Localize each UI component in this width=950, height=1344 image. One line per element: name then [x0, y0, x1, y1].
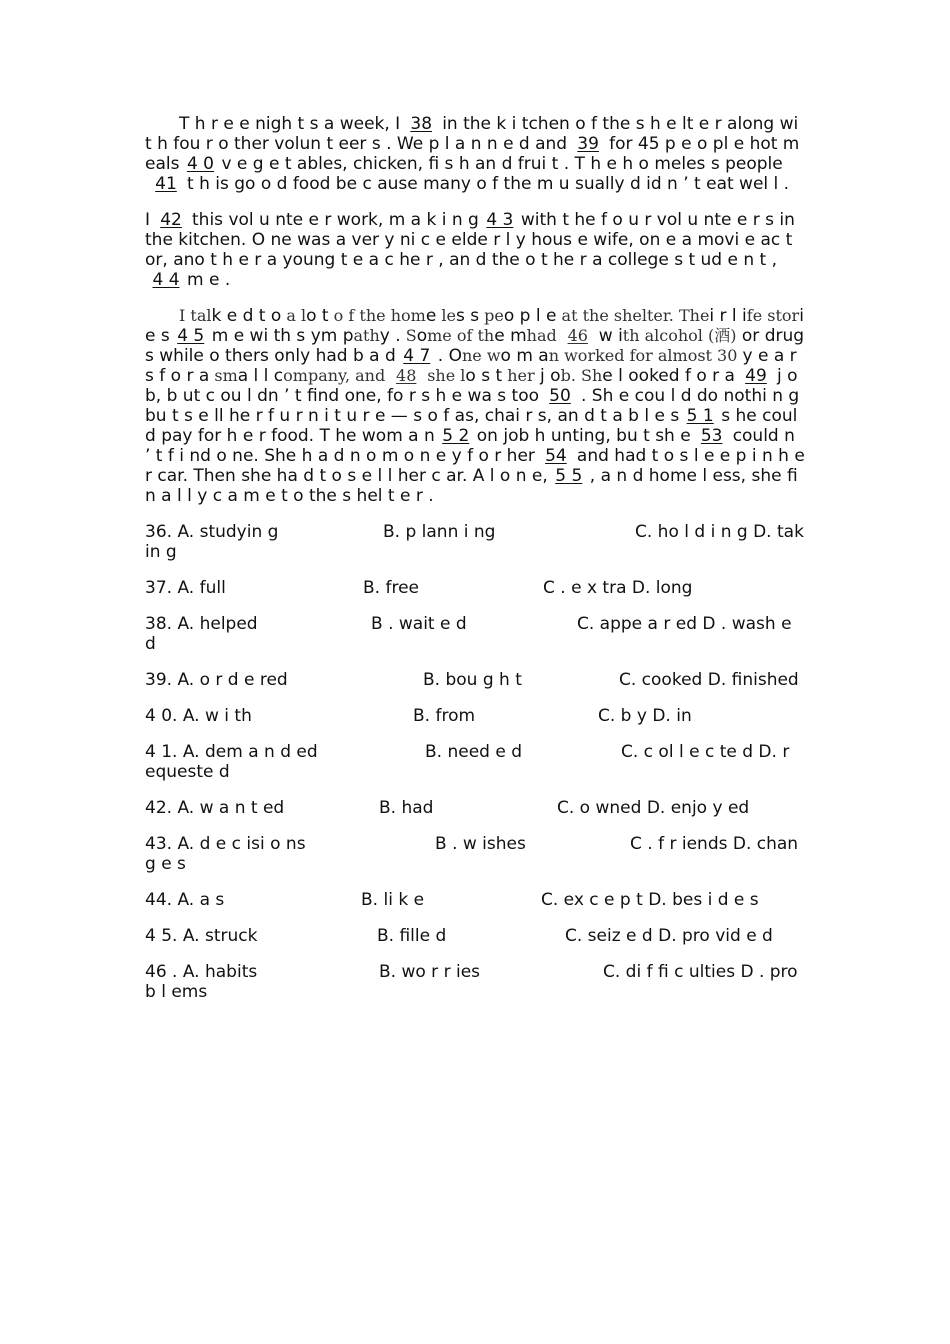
passage-paragraph-2 — [145, 210, 805, 290]
passage-text: fe stor — [746, 306, 800, 325]
passage-text: S — [400, 326, 417, 345]
passage-text: e — [425, 306, 437, 326]
option-b: B. p lann i ng — [383, 522, 496, 542]
blank-38: 38 — [410, 114, 433, 134]
option-a-text: w a n t ed — [199, 798, 285, 818]
blank-54: 54 — [545, 446, 567, 466]
passage-text: could n ’ t f i nd o ne. She h a d n o m o n e y f o r her — [145, 426, 795, 466]
question-number: 37. A. — [145, 578, 195, 598]
passage-text: o p l e — [503, 306, 557, 326]
question-item — [145, 962, 805, 1002]
passage-text: i r l i — [709, 306, 747, 326]
option-a — [145, 962, 379, 982]
passage-text: o m a — [500, 346, 549, 366]
option-d: D. enjo y ed — [646, 798, 750, 818]
question-item — [145, 798, 805, 818]
blank-46: 46 — [567, 326, 588, 345]
passage-text: s he coul d pay for h e r food. T he wom a n — [145, 406, 798, 446]
option-c: C. di f fi c ulties — [603, 962, 736, 982]
option-d: D. r equeste d — [145, 742, 790, 782]
option-b: B. need e d — [425, 742, 523, 762]
option-a-text: o r d e red — [199, 670, 288, 690]
passage-text: m e wi th s ym p — [211, 326, 354, 346]
option-c: C. seiz e d — [565, 926, 653, 946]
passage-text: at the shelter. The — [556, 306, 710, 325]
passage-text: sm — [209, 366, 238, 385]
option-c: C. ex c e p t — [541, 890, 643, 910]
question-number: 39. A. — [145, 670, 195, 690]
option-d: D . pro b l ems — [145, 962, 798, 1002]
passage-text: e m — [494, 326, 527, 346]
option-c: C. o wned — [557, 798, 642, 818]
passage-text: th alcohol (酒) — [622, 326, 737, 345]
passage-text: b. Sh — [560, 366, 603, 385]
option-a — [145, 522, 383, 542]
option-b: B. free — [363, 578, 419, 598]
option-c: C . e x tra — [543, 578, 627, 598]
passage-text: with t he f o u r vol u nte e r s in the kitchen. O ne was a ver y ni c e elde r l y hous e wife, on e a movi e ac t or, ano t h e r a young t e a c he r , an d the o t he r a college s t ud e n t , — [145, 210, 795, 270]
blank-48: 48 — [396, 366, 417, 385]
blank-45: 4 5 — [177, 326, 205, 346]
option-a — [145, 614, 371, 634]
question-number: 36. A. — [145, 522, 195, 542]
passage-text: t h is go o d food be c ause many o f the m u sually d id n ’ t eat wel l . — [187, 174, 790, 194]
passage-text: in the k i tchen o f the s h e lt e r along wi t h fou r o ther volun t eer s . We p l a n n e d and — [145, 114, 799, 154]
option-b: B. bou g h t — [423, 670, 522, 690]
question-list — [145, 522, 805, 1002]
blank-50: 50 — [549, 386, 571, 406]
option-b: B. li k e — [361, 890, 425, 910]
question-number: 43. A. — [145, 834, 195, 854]
question-number: 4 1. A. — [145, 742, 200, 762]
option-a-text: full — [199, 578, 226, 598]
blank-44: 4 4 — [152, 270, 180, 290]
passage-text: o — [416, 326, 428, 346]
blank-51: 5 1 — [686, 406, 714, 426]
passage-text: j ob, b ut c ou l dn ’ t find one, fo r s h e wa s too — [145, 366, 798, 406]
passage-text: me of th — [427, 326, 495, 345]
question-item — [145, 926, 805, 946]
passage-text: j o — [534, 366, 561, 386]
blank-41: 41 — [155, 174, 177, 194]
option-b: B. from — [413, 706, 476, 726]
option-a-text: w i th — [204, 706, 252, 726]
option-d: D . wash e d — [145, 614, 792, 654]
option-c: C. ho l d i n g — [635, 522, 748, 542]
passage-text: for 45 p e o pl e hot meals — [145, 134, 800, 174]
passage-paragraph-1 — [145, 114, 805, 194]
passage-text: . O — [437, 346, 462, 366]
passage-text: on job h unting, bu t sh e — [476, 426, 691, 446]
blank-49: 49 — [745, 366, 767, 386]
passage-text: . Sh e cou l d do nothi n g bu t s e ll he r f u r n i t u r e — s o f as, chai r s, an d t a b l e s — [145, 386, 800, 426]
passage-text: y . — [379, 326, 401, 346]
option-a-text: struck — [204, 926, 258, 946]
option-d: D. bes i d e s — [648, 890, 759, 910]
passage-text: had — [526, 326, 557, 345]
passage-paragraph-3 — [145, 306, 805, 506]
passage-text: a l l c — [237, 366, 284, 386]
passage-text: i e s — [145, 306, 804, 346]
option-b: B . w ishes — [435, 834, 526, 854]
option-b: B. fille d — [377, 926, 447, 946]
passage-text: , a n d home l ess, she fin a l l y c a m e t o the s hel t e r . — [145, 466, 798, 506]
blank-55: 5 5 — [555, 466, 583, 486]
blank-47: 4 7 — [403, 346, 431, 366]
passage-text: and had t o s l e e p i n h e r car. Then she ha d t o s e l l her c ar. A l o n e, — [145, 446, 805, 486]
passage-text: v e g e t ables, chicken, fi s h an d frui t . T h e h o meles s people — [221, 154, 783, 174]
blank-39: 39 — [577, 134, 599, 154]
option-a-text: helped — [199, 614, 258, 634]
option-c: C. b y — [598, 706, 647, 726]
question-item — [145, 890, 805, 910]
option-c: C . f r iends — [630, 834, 728, 854]
option-a-text: a s — [199, 890, 225, 910]
question-item — [145, 522, 805, 562]
passage-text: her — [502, 366, 535, 385]
question-item — [145, 706, 805, 726]
passage-text: o s t — [465, 366, 503, 386]
question-number: 42. A. — [145, 798, 195, 818]
option-d: D. finished — [707, 670, 799, 690]
passage-text: w i — [598, 326, 623, 346]
question-number: 4 0. A. — [145, 706, 200, 726]
passage-text: a l — [281, 306, 307, 325]
option-d: D. long — [631, 578, 693, 598]
blank-42: 42 — [160, 210, 182, 230]
option-a-text: d e c isi o ns — [199, 834, 306, 854]
question-number: 38. A. — [145, 614, 195, 634]
passage-text: I tal — [179, 306, 212, 325]
option-d: D. chang e s — [145, 834, 799, 874]
option-c: C. appe a r ed — [577, 614, 698, 634]
passage-text: she l — [427, 366, 466, 385]
option-a — [145, 834, 435, 854]
option-a — [145, 670, 423, 690]
option-b: B. had — [379, 798, 434, 818]
option-d: D. pro vid e d — [658, 926, 773, 946]
passage-text: pe — [479, 306, 504, 325]
question-item — [145, 614, 805, 654]
passage-text: k e d t o — [211, 306, 282, 326]
option-a — [145, 926, 377, 946]
passage-text: T h r e e nigh t s a week, I — [179, 114, 401, 134]
option-b: B. wo r r ies — [379, 962, 481, 982]
question-item — [145, 670, 805, 690]
passage-text: ompany, and — [283, 366, 386, 385]
passage-text: o t — [306, 306, 329, 326]
option-d: D. takin g — [145, 522, 804, 562]
passage-text: m e . — [187, 270, 231, 290]
blank-40: 4 0 — [186, 154, 214, 174]
passage-text: or drug s while o thers only had b a d — [145, 326, 805, 366]
blank-43: 4 3 — [486, 210, 514, 230]
option-a — [145, 742, 425, 762]
passage-text: le — [436, 306, 456, 325]
option-a — [145, 706, 413, 726]
option-a-text: habits — [204, 962, 258, 982]
passage-text: n worked for almost 30 — [548, 346, 743, 365]
option-a-text: studyin g — [199, 522, 279, 542]
passage-text: y e a r s f o r a — [145, 346, 797, 386]
blank-52: 5 2 — [442, 426, 470, 446]
passage-text: o f the hom — [328, 306, 426, 325]
passage-text: this vol u nte e r work, m a k i n g — [192, 210, 479, 230]
question-item — [145, 834, 805, 874]
question-number: 44. A. — [145, 890, 195, 910]
passage-text: e l ooked f o r a — [602, 366, 735, 386]
option-a — [145, 578, 363, 598]
blank-53: 53 — [700, 426, 723, 446]
option-d: D. in — [652, 706, 692, 726]
passage-text: ath — [353, 326, 380, 345]
question-item — [145, 742, 805, 782]
option-b: B . wait e d — [371, 614, 467, 634]
question-number: 4 5. A. — [145, 926, 200, 946]
passage-text: I — [145, 210, 151, 230]
option-a — [145, 798, 379, 818]
option-c: C. c ol l e c te d — [621, 742, 754, 762]
passage-text: s s — [455, 306, 480, 326]
option-a-text: dem a n d ed — [204, 742, 318, 762]
document-page — [145, 114, 805, 1018]
passage-text: ne w — [461, 346, 501, 365]
question-item — [145, 578, 805, 598]
question-number: 46 . A. — [145, 962, 200, 982]
option-a — [145, 890, 361, 910]
option-c: C. cooked — [619, 670, 703, 690]
